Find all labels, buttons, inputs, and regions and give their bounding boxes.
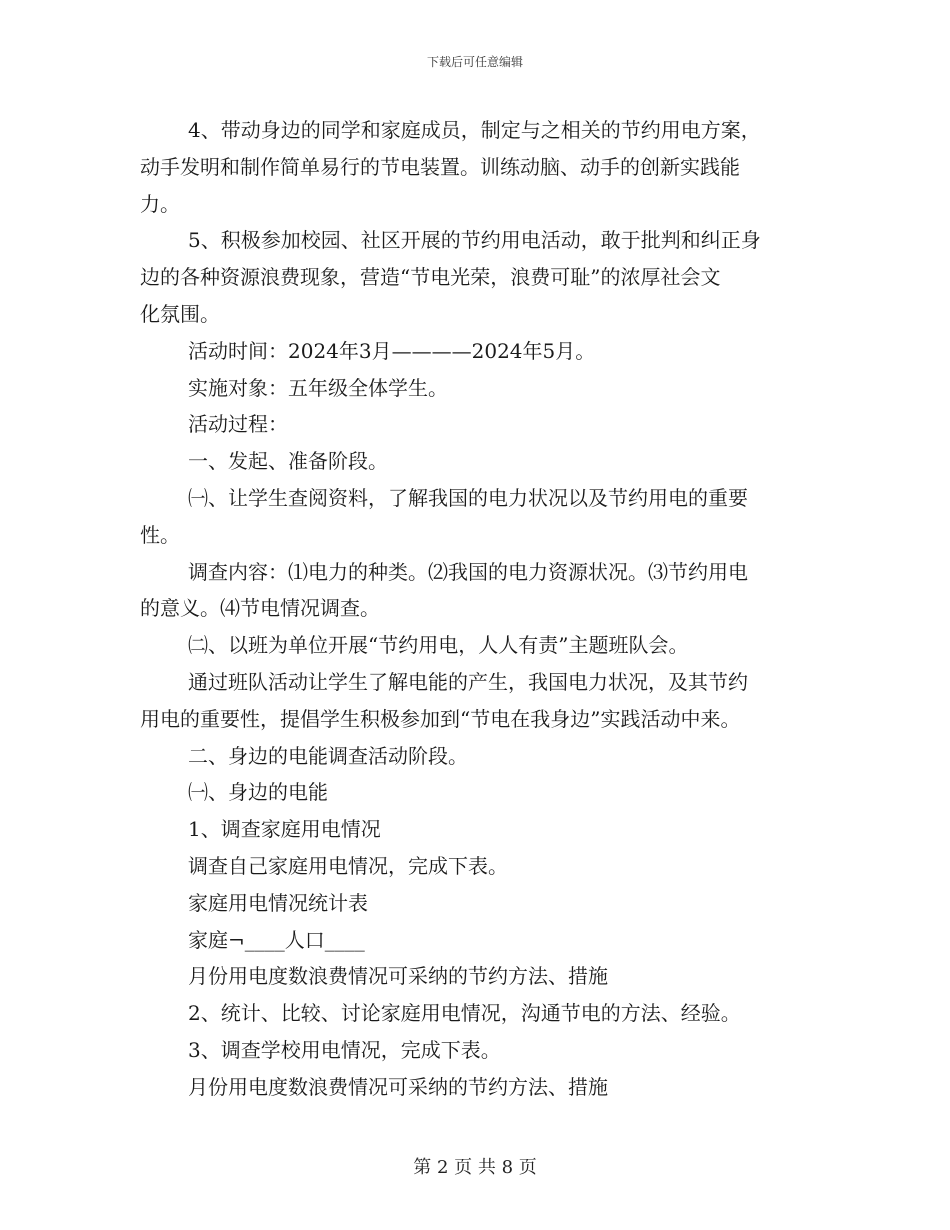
paragraph-line: ㈠、让学生查阅资料，了解我国的电力状况以及节约用电的重要 [188,485,748,510]
paragraph-line: 活动时间：2024年3月————2024年5月。 [188,338,596,363]
table-title: 家庭用电情况统计表 [188,890,368,915]
paragraph-line: 活动过程： [188,412,288,437]
paragraph-line: 5、积极参加校园、社区开展的节约用电活动，敢于批判和纠正身 [188,228,761,253]
paragraph-line: 1、调查家庭用电情况 [188,817,381,842]
section-heading: 二、身边的电能调查活动阶段。 [188,743,468,768]
paragraph-line: 2、统计、比较、讨论家庭用电情况，沟通节电的方法、经验。 [188,1001,741,1026]
paragraph-line: 通过班队活动让学生了解电能的产生，我国电力状况，及其节约 [188,669,748,694]
paragraph-line: 调查内容：⑴电力的种类。⑵我国的电力资源状况。⑶节约用电 [188,559,748,584]
page-header: 下载后可任意编辑 [426,55,523,69]
section-heading: 一、发起、准备阶段。 [188,449,388,474]
table-header-row: 月份用电度数浪费情况可采纳的节约方法、措施 [188,1074,608,1099]
paragraph-line: 家庭¬____人口____ [188,927,365,952]
paragraph-line: ㈡、以班为单位开展“节约用电，人人有责”主题班队会。 [188,633,689,658]
paragraph-line: 化氛围。 [140,301,220,326]
page-footer: 第 2 页 共 8 页 [413,1157,537,1178]
paragraph-line: ㈠、身边的电能 [188,780,328,805]
paragraph-line: 性。 [140,522,180,547]
paragraph-line: 调查自己家庭用电情况，完成下表。 [188,853,508,878]
paragraph-line: 力。 [140,191,180,216]
paragraph-line: 的意义。⑷节电情况调查。 [140,596,380,621]
document-body [140,112,810,1106]
paragraph-line: 3、调查学校用电情况，完成下表。 [188,1037,501,1062]
paragraph-line: 动手发明和制作简单易行的节电装置。训练动脑、动手的创新实践能 [140,154,740,179]
paragraph-line: 边的各种资源浪费现象，营造“节电光荣，浪费可耻”的浓厚社会文 [140,265,721,290]
paragraph-line: 用电的重要性，提倡学生积极参加到“节电在我身边”实践活动中来。 [140,706,741,731]
paragraph-line: 实施对象：五年级全体学生。 [188,375,448,400]
paragraph-line: 4、带动身边的同学和家庭成员，制定与之相关的节约用电方案， [188,118,761,142]
table-header-row: 月份用电度数浪费情况可采纳的节约方法、措施 [188,964,608,989]
